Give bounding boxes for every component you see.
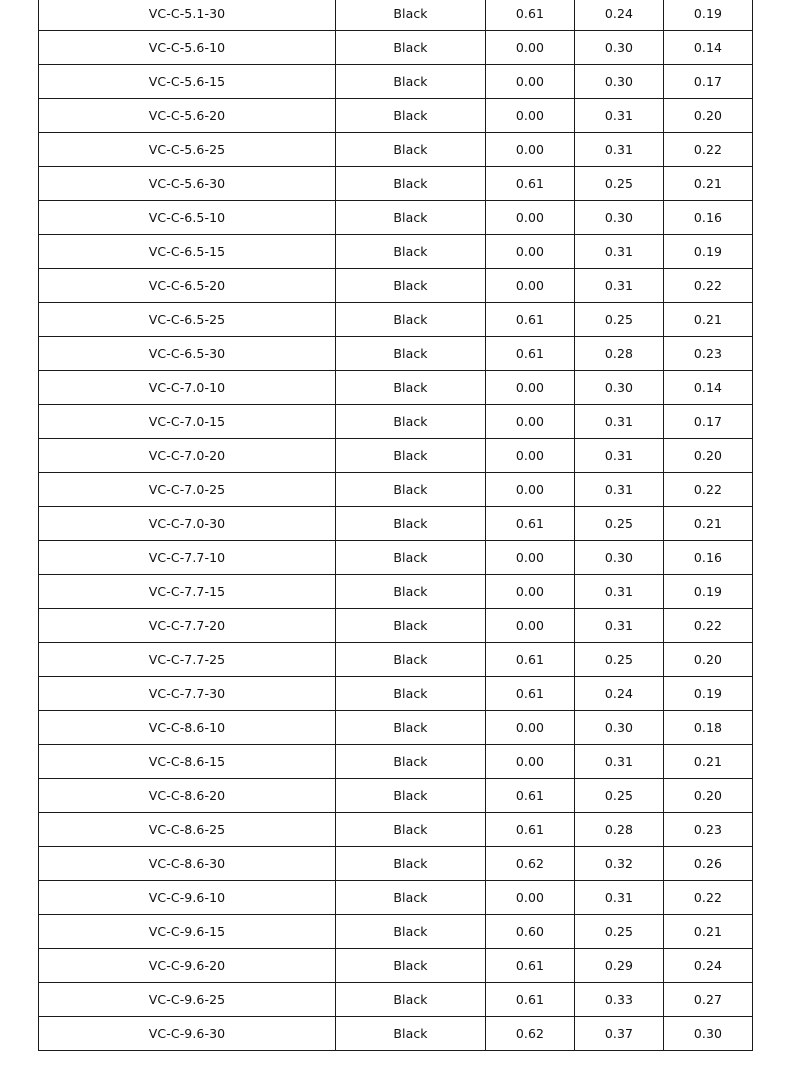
- value-1-cell: 0.61: [486, 0, 575, 31]
- value-1-cell: 0.00: [486, 575, 575, 609]
- value-3-cell: 0.27: [664, 983, 753, 1017]
- value-2-cell: 0.32: [575, 847, 664, 881]
- sample-id-cell: VC-C-8.6-10: [39, 711, 336, 745]
- value-1-cell: 0.00: [486, 371, 575, 405]
- color-cell: Black: [336, 745, 486, 779]
- sample-id-cell: VC-C-7.0-25: [39, 473, 336, 507]
- value-2-cell: 0.30: [575, 541, 664, 575]
- color-cell: Black: [336, 269, 486, 303]
- value-3-cell: 0.14: [664, 371, 753, 405]
- value-1-cell: 0.00: [486, 31, 575, 65]
- value-2-cell: 0.31: [575, 133, 664, 167]
- value-3-cell: 0.16: [664, 541, 753, 575]
- sample-id-cell: VC-C-7.7-20: [39, 609, 336, 643]
- value-1-cell: 0.61: [486, 983, 575, 1017]
- table-row: [39, 31, 753, 65]
- value-3-cell: 0.21: [664, 167, 753, 201]
- sample-id-cell: VC-C-5.6-30: [39, 167, 336, 201]
- value-3-cell: 0.22: [664, 473, 753, 507]
- sample-id-cell: VC-C-6.5-15: [39, 235, 336, 269]
- value-3-cell: 0.19: [664, 575, 753, 609]
- sample-id-cell: VC-C-7.7-15: [39, 575, 336, 609]
- value-2-cell: 0.31: [575, 269, 664, 303]
- value-2-cell: 0.30: [575, 711, 664, 745]
- value-2-cell: 0.24: [575, 677, 664, 711]
- value-1-cell: 0.61: [486, 167, 575, 201]
- value-1-cell: 0.61: [486, 303, 575, 337]
- color-cell: Black: [336, 65, 486, 99]
- color-cell: Black: [336, 507, 486, 541]
- value-1-cell: 0.61: [486, 779, 575, 813]
- value-3-cell: 0.22: [664, 133, 753, 167]
- table-row: [39, 881, 753, 915]
- value-2-cell: 0.31: [575, 575, 664, 609]
- value-2-cell: 0.25: [575, 303, 664, 337]
- value-3-cell: 0.14: [664, 31, 753, 65]
- sample-id-cell: VC-C-9.6-20: [39, 949, 336, 983]
- value-3-cell: 0.30: [664, 1017, 753, 1051]
- value-3-cell: 0.21: [664, 915, 753, 949]
- color-cell: Black: [336, 949, 486, 983]
- color-cell: Black: [336, 881, 486, 915]
- value-1-cell: 0.00: [486, 745, 575, 779]
- table-row: [39, 1017, 753, 1051]
- color-cell: Black: [336, 31, 486, 65]
- value-1-cell: 0.00: [486, 609, 575, 643]
- table-row: [39, 745, 753, 779]
- sample-id-cell: VC-C-8.6-25: [39, 813, 336, 847]
- value-2-cell: 0.30: [575, 65, 664, 99]
- value-2-cell: 0.31: [575, 745, 664, 779]
- sample-id-cell: VC-C-8.6-20: [39, 779, 336, 813]
- color-cell: Black: [336, 779, 486, 813]
- table-row: [39, 99, 753, 133]
- table-row: [39, 779, 753, 813]
- value-1-cell: 0.60: [486, 915, 575, 949]
- sample-id-cell: VC-C-9.6-25: [39, 983, 336, 1017]
- sample-id-cell: VC-C-8.6-15: [39, 745, 336, 779]
- color-cell: Black: [336, 167, 486, 201]
- table-row: [39, 915, 753, 949]
- value-1-cell: 0.62: [486, 1017, 575, 1051]
- value-3-cell: 0.26: [664, 847, 753, 881]
- value-1-cell: 0.61: [486, 949, 575, 983]
- value-2-cell: 0.25: [575, 507, 664, 541]
- data-table: [38, 0, 753, 1051]
- value-3-cell: 0.22: [664, 269, 753, 303]
- value-2-cell: 0.28: [575, 813, 664, 847]
- value-3-cell: 0.18: [664, 711, 753, 745]
- value-3-cell: 0.23: [664, 337, 753, 371]
- value-2-cell: 0.28: [575, 337, 664, 371]
- sample-id-cell: VC-C-7.0-20: [39, 439, 336, 473]
- table-row: [39, 337, 753, 371]
- color-cell: Black: [336, 677, 486, 711]
- value-1-cell: 0.61: [486, 507, 575, 541]
- table-row: [39, 167, 753, 201]
- sample-id-cell: VC-C-5.6-20: [39, 99, 336, 133]
- color-cell: Black: [336, 847, 486, 881]
- sample-id-cell: VC-C-8.6-30: [39, 847, 336, 881]
- color-cell: Black: [336, 609, 486, 643]
- value-1-cell: 0.00: [486, 133, 575, 167]
- value-1-cell: 0.61: [486, 813, 575, 847]
- value-1-cell: 0.61: [486, 643, 575, 677]
- sample-id-cell: VC-C-7.7-10: [39, 541, 336, 575]
- sample-id-cell: VC-C-5.6-25: [39, 133, 336, 167]
- color-cell: Black: [336, 133, 486, 167]
- table-row: [39, 133, 753, 167]
- color-cell: Black: [336, 1017, 486, 1051]
- sample-id-cell: VC-C-9.6-15: [39, 915, 336, 949]
- value-1-cell: 0.00: [486, 711, 575, 745]
- value-1-cell: 0.00: [486, 473, 575, 507]
- value-2-cell: 0.31: [575, 473, 664, 507]
- table-row: [39, 949, 753, 983]
- value-2-cell: 0.25: [575, 643, 664, 677]
- value-1-cell: 0.00: [486, 269, 575, 303]
- table-row: [39, 541, 753, 575]
- value-1-cell: 0.00: [486, 405, 575, 439]
- value-3-cell: 0.20: [664, 643, 753, 677]
- color-cell: Black: [336, 473, 486, 507]
- sample-id-cell: VC-C-9.6-30: [39, 1017, 336, 1051]
- table-row: [39, 575, 753, 609]
- table-row: [39, 269, 753, 303]
- value-1-cell: 0.00: [486, 439, 575, 473]
- sample-id-cell: VC-C-5.6-15: [39, 65, 336, 99]
- value-2-cell: 0.29: [575, 949, 664, 983]
- color-cell: Black: [336, 405, 486, 439]
- value-3-cell: 0.22: [664, 881, 753, 915]
- value-2-cell: 0.31: [575, 405, 664, 439]
- value-3-cell: 0.19: [664, 0, 753, 31]
- color-cell: Black: [336, 643, 486, 677]
- table-row: [39, 0, 753, 31]
- value-1-cell: 0.00: [486, 881, 575, 915]
- table-row: [39, 439, 753, 473]
- color-cell: Black: [336, 983, 486, 1017]
- color-cell: Black: [336, 235, 486, 269]
- sample-id-cell: VC-C-7.7-30: [39, 677, 336, 711]
- value-1-cell: 0.00: [486, 201, 575, 235]
- table-body: [39, 0, 753, 1051]
- table-row: [39, 303, 753, 337]
- value-3-cell: 0.21: [664, 745, 753, 779]
- value-2-cell: 0.30: [575, 371, 664, 405]
- sample-id-cell: VC-C-7.0-10: [39, 371, 336, 405]
- value-2-cell: 0.25: [575, 167, 664, 201]
- sample-id-cell: VC-C-6.5-30: [39, 337, 336, 371]
- sample-id-cell: VC-C-5.1-30: [39, 0, 336, 31]
- sample-id-cell: VC-C-9.6-10: [39, 881, 336, 915]
- table-row: [39, 371, 753, 405]
- sample-id-cell: VC-C-7.0-30: [39, 507, 336, 541]
- value-3-cell: 0.21: [664, 303, 753, 337]
- table-row: [39, 847, 753, 881]
- table-row: [39, 235, 753, 269]
- color-cell: Black: [336, 201, 486, 235]
- table-row: [39, 983, 753, 1017]
- value-1-cell: 0.61: [486, 677, 575, 711]
- value-3-cell: 0.19: [664, 235, 753, 269]
- table-row: [39, 677, 753, 711]
- value-2-cell: 0.24: [575, 0, 664, 31]
- value-1-cell: 0.00: [486, 99, 575, 133]
- sample-id-cell: VC-C-7.7-25: [39, 643, 336, 677]
- value-1-cell: 0.62: [486, 847, 575, 881]
- table-row: [39, 201, 753, 235]
- data-table-container: [38, 0, 753, 1051]
- color-cell: Black: [336, 541, 486, 575]
- value-2-cell: 0.31: [575, 235, 664, 269]
- value-2-cell: 0.37: [575, 1017, 664, 1051]
- color-cell: Black: [336, 711, 486, 745]
- table-row: [39, 65, 753, 99]
- value-2-cell: 0.25: [575, 779, 664, 813]
- value-2-cell: 0.31: [575, 881, 664, 915]
- value-3-cell: 0.23: [664, 813, 753, 847]
- table-row: [39, 609, 753, 643]
- value-3-cell: 0.21: [664, 507, 753, 541]
- value-3-cell: 0.16: [664, 201, 753, 235]
- value-2-cell: 0.30: [575, 31, 664, 65]
- value-1-cell: 0.61: [486, 337, 575, 371]
- value-3-cell: 0.20: [664, 99, 753, 133]
- color-cell: Black: [336, 99, 486, 133]
- color-cell: Black: [336, 0, 486, 31]
- value-3-cell: 0.24: [664, 949, 753, 983]
- sample-id-cell: VC-C-5.6-10: [39, 31, 336, 65]
- value-3-cell: 0.22: [664, 609, 753, 643]
- value-2-cell: 0.30: [575, 201, 664, 235]
- sample-id-cell: VC-C-7.0-15: [39, 405, 336, 439]
- value-1-cell: 0.00: [486, 65, 575, 99]
- table-row: [39, 405, 753, 439]
- color-cell: Black: [336, 303, 486, 337]
- value-2-cell: 0.31: [575, 609, 664, 643]
- value-3-cell: 0.20: [664, 439, 753, 473]
- value-2-cell: 0.25: [575, 915, 664, 949]
- value-3-cell: 0.20: [664, 779, 753, 813]
- value-1-cell: 0.00: [486, 235, 575, 269]
- color-cell: Black: [336, 371, 486, 405]
- color-cell: Black: [336, 337, 486, 371]
- value-1-cell: 0.00: [486, 541, 575, 575]
- color-cell: Black: [336, 575, 486, 609]
- color-cell: Black: [336, 439, 486, 473]
- table-row: [39, 507, 753, 541]
- value-2-cell: 0.31: [575, 439, 664, 473]
- table-row: [39, 473, 753, 507]
- value-3-cell: 0.17: [664, 405, 753, 439]
- sample-id-cell: VC-C-6.5-20: [39, 269, 336, 303]
- table-row: [39, 813, 753, 847]
- color-cell: Black: [336, 813, 486, 847]
- value-3-cell: 0.19: [664, 677, 753, 711]
- sample-id-cell: VC-C-6.5-10: [39, 201, 336, 235]
- sample-id-cell: VC-C-6.5-25: [39, 303, 336, 337]
- value-2-cell: 0.31: [575, 99, 664, 133]
- value-3-cell: 0.17: [664, 65, 753, 99]
- table-row: [39, 711, 753, 745]
- value-2-cell: 0.33: [575, 983, 664, 1017]
- table-row: [39, 643, 753, 677]
- color-cell: Black: [336, 915, 486, 949]
